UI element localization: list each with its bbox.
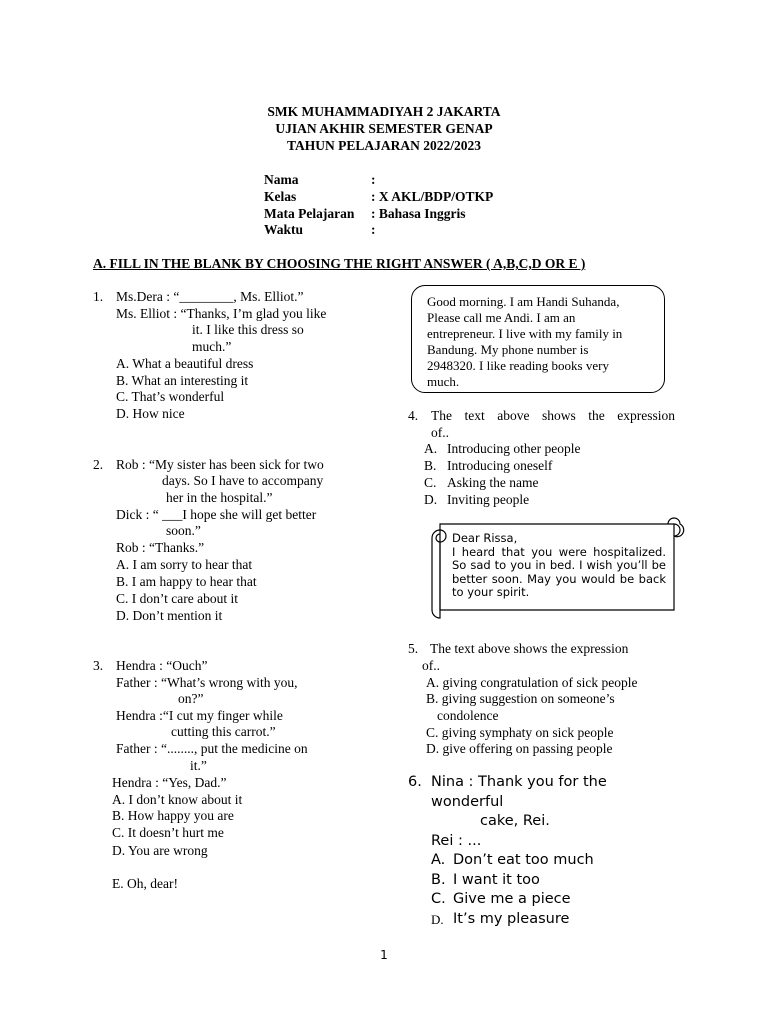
q2-number: 2. (93, 457, 104, 472)
q3-line: cutting this carrot.” (171, 724, 276, 739)
q6-letter-d: D. (431, 912, 444, 927)
q2-option-d: D. Don’t mention it (116, 608, 223, 623)
q3-line: on?” (178, 691, 204, 706)
q3-option-b: B. How happy you are (112, 808, 234, 823)
q1-line: Ms.Dera : “________, Ms. Elliot.” (116, 289, 304, 304)
q6-line: cake, Rei. (480, 813, 550, 829)
q5-number: 5. (408, 641, 419, 656)
scroll-card-greeting: Dear Rissa, (452, 532, 518, 545)
section-a-title: A. FILL IN THE BLANK BY CHOOSING THE RIGHT ANSWER ( A,B,C,D OR E ) (93, 256, 586, 271)
q1-option-c: C. That’s wonderful (116, 389, 225, 404)
q6-line: Nina : Thank you for the (431, 774, 607, 790)
q5-stem-line: of.. (422, 658, 440, 673)
q4-letter-a: A. (424, 441, 438, 456)
q3-line: Hendra : “Ouch” (116, 658, 208, 673)
q2-line: her in the hospital.” (166, 490, 273, 505)
q1-option-a: A. What a beautiful dress (116, 356, 254, 371)
page-number: 1 (380, 948, 388, 962)
academic-year: TAHUN PELAJARAN 2022/2023 (286, 138, 481, 153)
q2-option-b: B. I am happy to hear that (116, 574, 257, 589)
q1-option-b: B. What an interesting it (116, 373, 249, 388)
q1-line: much.” (192, 339, 232, 354)
q1-line: it. I like this dress so (192, 322, 304, 337)
school-name: SMK MUHAMMADIYAH 2 JAKARTA (267, 104, 501, 119)
q4-letter-c: C. (424, 475, 437, 490)
q3-line: Hendra : “Yes, Dad.” (112, 775, 227, 790)
q3-line: Father : “........, put the medicine on (116, 741, 308, 756)
q4-option-a: Introducing other people (447, 441, 581, 456)
q3-line: it.” (190, 758, 207, 773)
q4-number: 4. (408, 408, 419, 423)
q3-line: Father : “What’s wrong with you, (116, 675, 298, 690)
q4-stem-line: The text above shows the expression (431, 408, 675, 423)
scroll-card-body: I heard that you were hospitalized. So sad to you in bed. I wish you’ll be better soon. May you would be back to your spirit. (452, 544, 666, 600)
q6-line: Rei : ... (431, 833, 482, 849)
q2-line: Rob : “My sister has been sick for two (116, 457, 324, 472)
text-box (411, 285, 665, 393)
q4-letter-d: D. (424, 492, 438, 507)
q4-letter-b: B. (424, 458, 437, 473)
q3-number: 3. (93, 658, 104, 673)
q5-option-a: A. giving congratulation of sick people (426, 675, 638, 690)
q6-option-a: Don’t eat too much (453, 852, 594, 868)
q4-stem-line: of.. (431, 425, 449, 440)
q2-line: soon.” (166, 523, 201, 538)
q6-letter-b: B. (431, 872, 446, 888)
q3-option-d: D. You are wrong (112, 843, 208, 858)
q2-line: Dick : “ ___I hope she will get better (116, 507, 317, 522)
q4-option-c: Asking the name (447, 475, 539, 490)
q1-option-d: D. How nice (116, 406, 185, 421)
exam-title: UJIAN AKHIR SEMESTER GENAP (275, 121, 493, 136)
q5-stem-line: The text above shows the expression (430, 641, 629, 656)
scroll-card-text (452, 532, 666, 609)
q2-option-a: A. I am sorry to hear that (116, 557, 253, 572)
q5-option-b-cont: condolence (437, 708, 499, 723)
q3-option-c: C. It doesn’t hurt me (112, 825, 224, 840)
q6-letter-c: C. (431, 891, 446, 907)
q6-option-b: I want it too (453, 872, 540, 888)
q2-line: Rob : “Thanks.” (116, 540, 205, 555)
q5-option-b: B. giving suggestion on someone’s (426, 691, 615, 706)
q4-option-b: Introducing oneself (447, 458, 553, 473)
q4-option-d: Inviting people (447, 492, 530, 507)
q3-option-e: E. Oh, dear! (112, 876, 178, 891)
text-box-content: Good morning. I am Handi Suhanda, Please call me Andi. I am an entrepreneur. I live with my family in Bandung. My phone number is 2948320. I like reading books very much. (427, 294, 623, 389)
q5-option-c: C. giving symphaty on sick people (426, 725, 614, 740)
q6-option-d: It’s my pleasure (453, 911, 570, 927)
q5-option-d: D. give offering on passing people (426, 741, 613, 756)
q3-option-a: A. I don’t know about it (112, 792, 243, 807)
q6-number: 6. (408, 774, 422, 790)
q6-option-c: Give me a piece (453, 891, 571, 907)
q1-number: 1. (93, 289, 104, 304)
q6-letter-a: A. (431, 852, 446, 868)
q3-line: Hendra :“I cut my finger while (116, 708, 283, 723)
q1-line: Ms. Elliot : “Thanks, I’m glad you like (116, 306, 327, 321)
q6-line: wonderful (431, 794, 504, 810)
q2-option-c: C. I don’t care about it (116, 591, 238, 606)
q2-line: days. So I have to accompany (162, 473, 324, 488)
